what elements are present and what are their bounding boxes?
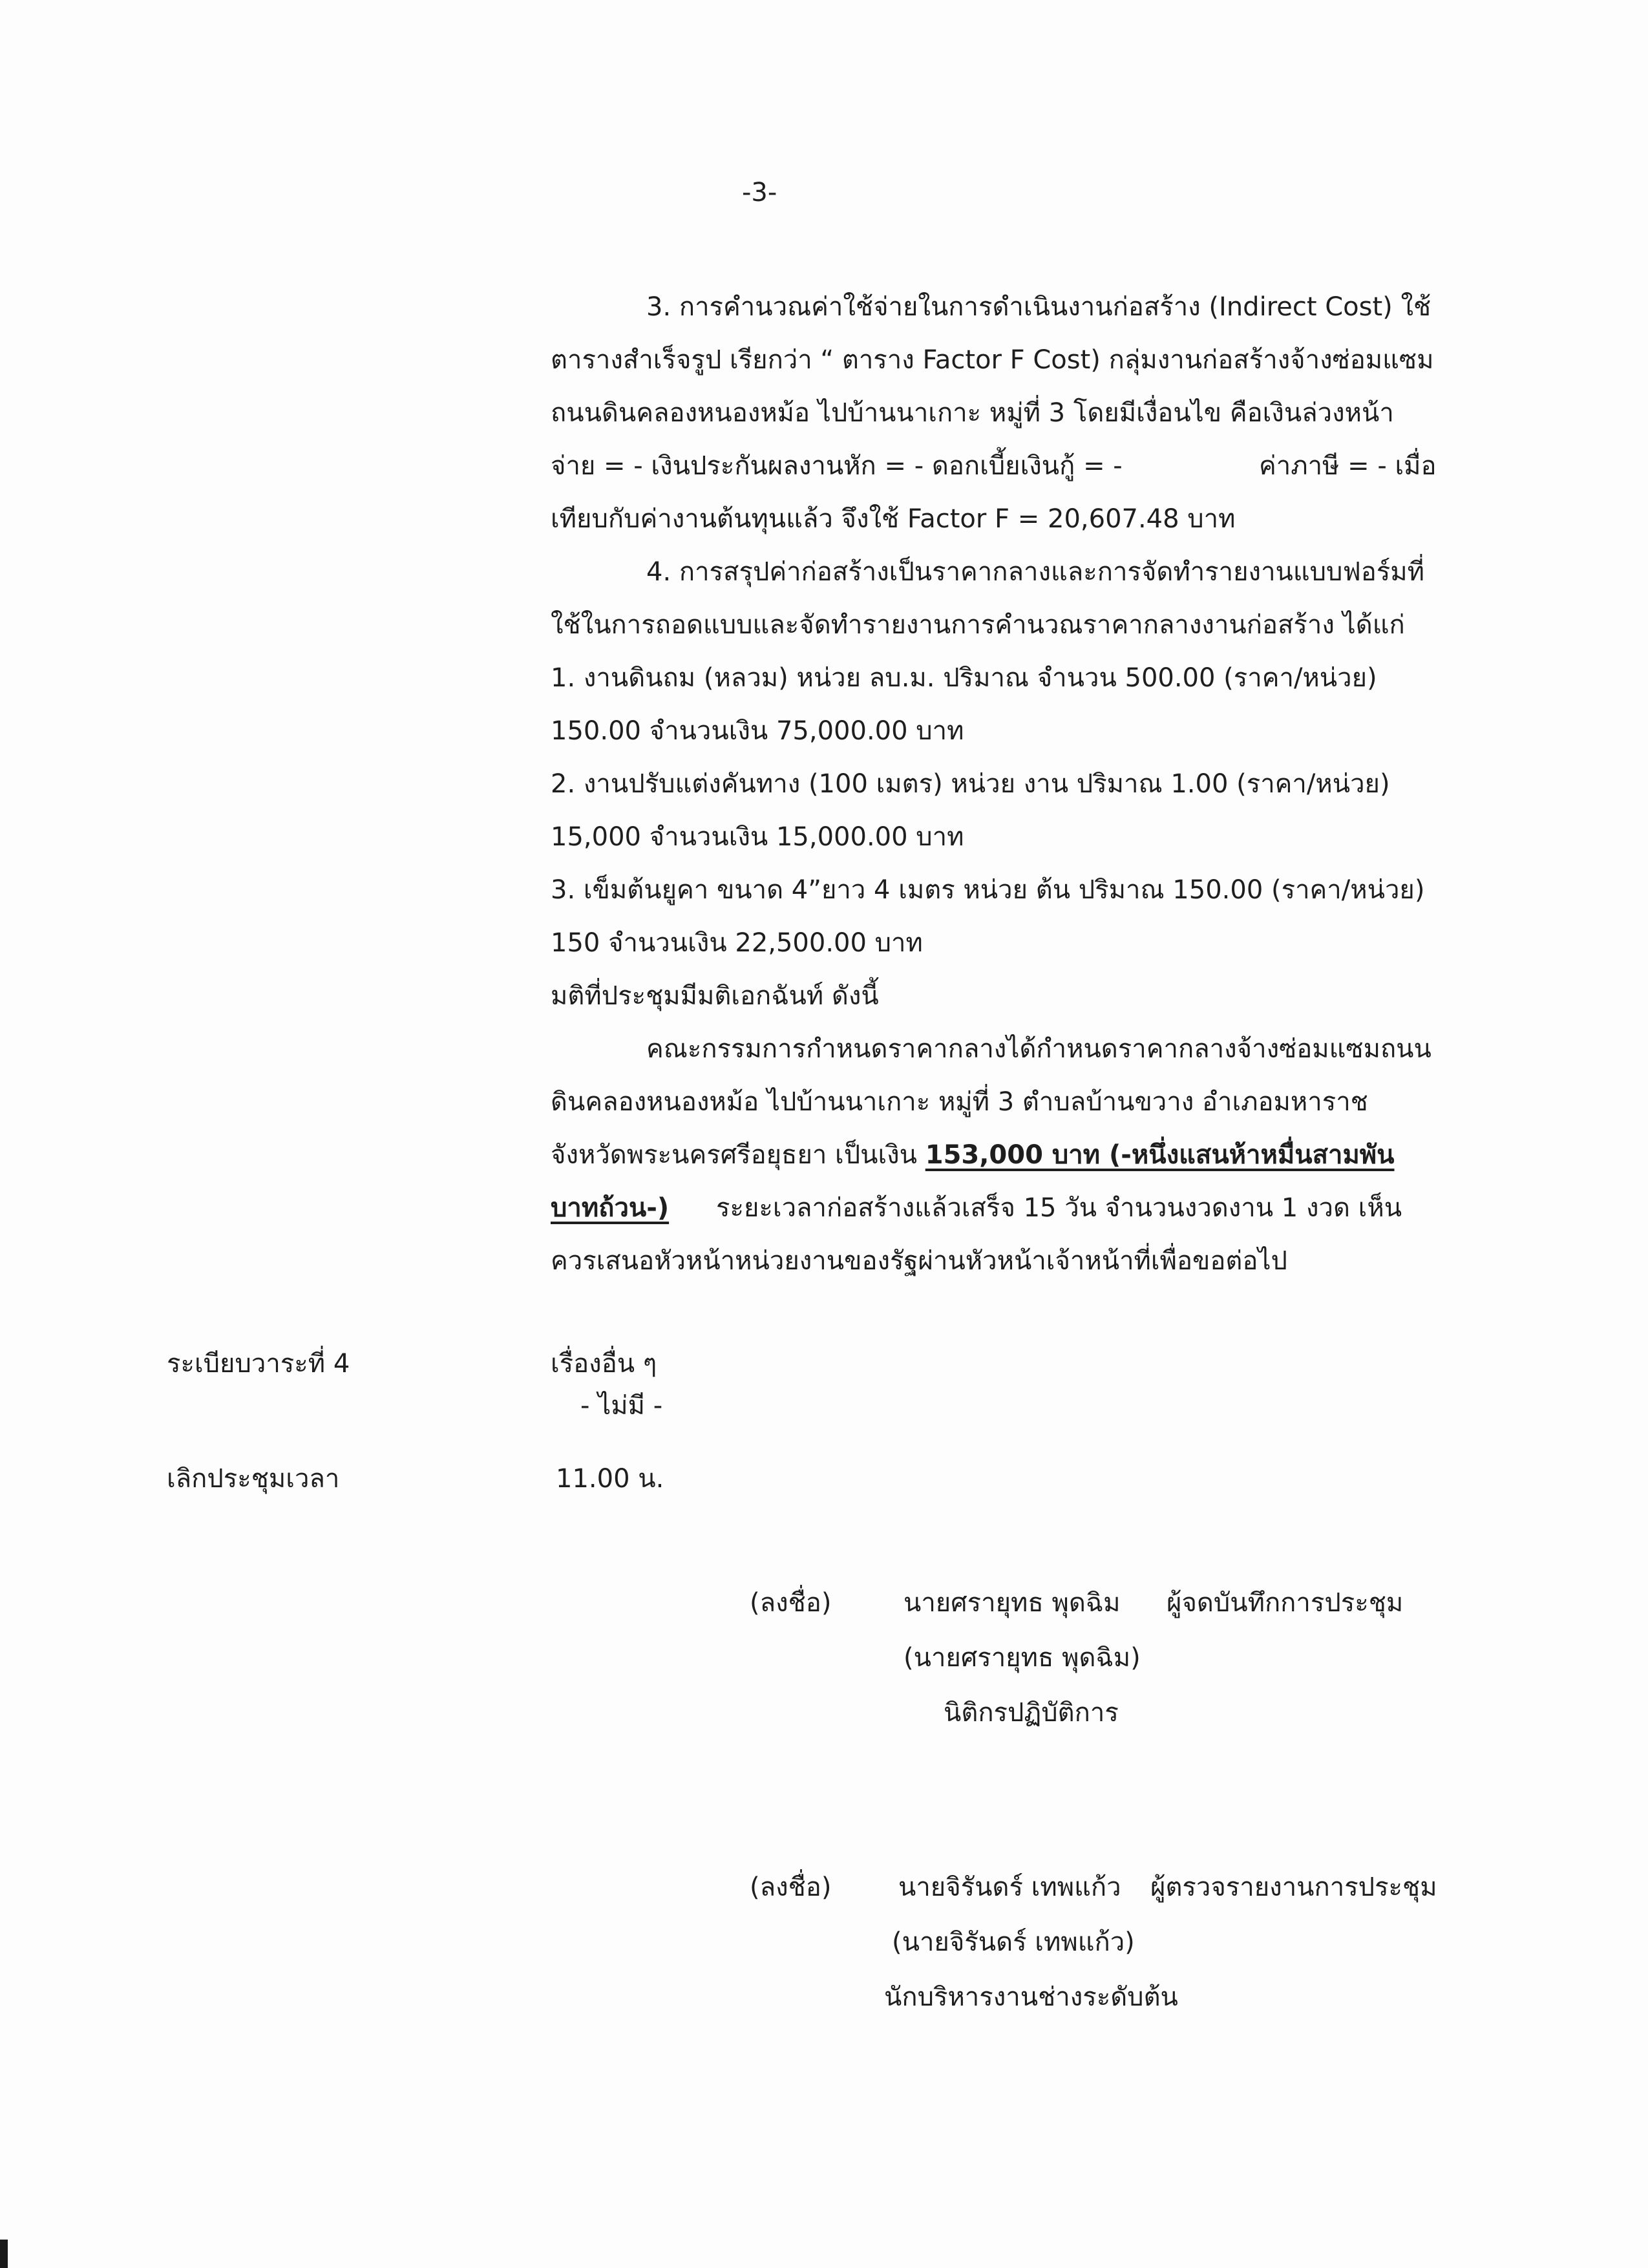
agenda4-title: เรื่องอื่น ๆ <box>551 1349 657 1379</box>
signature1-name-paren: (นายศรายุทธ พุดฉิม) <box>903 1643 1141 1673</box>
closing-label: เลิกประชุมเวลา <box>167 1464 340 1494</box>
signature2-name-paren: (นายจิรันดร์ เทพแก้ว) <box>892 1927 1135 1957</box>
signature1-name: นายศรายุทธ พุดฉิม <box>903 1588 1121 1618</box>
item1-line1: 1. งานดินถม (หลวม) หน่วย ลบ.ม. ปริมาณ จำนวน 500.00 (ราคา/หน่วย) <box>551 663 1377 693</box>
signature1-sign: (ลงชื่อ) <box>750 1588 832 1618</box>
resolution-line3 <box>551 1142 1395 1168</box>
scan-edge-mark <box>0 2240 8 2268</box>
signature2-name: นายจิรันดร์ เทพแก้ว <box>898 1872 1121 1902</box>
item2-line2: 15,000 จำนวนเงิน 15,000.00 บาท <box>551 822 964 852</box>
resolution-line4-text: ระยะเวลาก่อสร้างแล้วเสร็จ 15 วัน จำนวนงวดงาน 1 งวด เห็น <box>716 1193 1402 1223</box>
section4-line1: 4. การสรุปค่าก่อสร้างเป็นราคากลางและการจัดทำรายงานแบบฟอร์มที่ <box>646 557 1425 587</box>
price-amount: 153,000 บาท (-หนึ่งแสนห้าหมื่นสามพัน <box>925 1140 1395 1170</box>
signature2-role: ผู้ตรวจรายงานการประชุม <box>1150 1872 1437 1902</box>
closing-time: 11.00 น. <box>556 1464 664 1494</box>
item3-line2: 150 จำนวนเงิน 22,500.00 บาท <box>551 928 923 958</box>
signature2-sign: (ลงชื่อ) <box>750 1872 832 1902</box>
page-number: -3- <box>742 178 777 207</box>
section3-line1: 3. การคำนวณค่าใช้จ่ายในการดำเนินงานก่อสร้าง (Indirect Cost) ใช้ <box>646 292 1431 322</box>
signature2-position: นักบริหารงานช่างระดับต้น <box>884 1982 1178 2012</box>
agenda4-label: ระเบียบวาระที่ 4 <box>167 1349 350 1379</box>
section3-line5: เทียบกับค่างานต้นทุนแล้ว จึงใช้ Factor F = 20,607.48 บาท <box>551 504 1236 534</box>
section4-line2: ใช้ในการถอดแบบและจัดทำรายงานการคำนวณราคากลางงานก่อสร้าง ได้แก่ <box>551 610 1405 640</box>
section3-line2: ตารางสำเร็จรูป เรียกว่า “ ตาราง Factor F Cost) กลุ่มงานก่อสร้างจ้างซ่อมแซม <box>551 345 1434 375</box>
resolution-line4-bold: บาทถ้วน-) <box>551 1193 670 1223</box>
signature1-role: ผู้จดบันทึกการประชุม <box>1167 1588 1404 1618</box>
resolution-line3-text: จังหวัดพระนครศรีอยุธยา เป็นเงิน <box>551 1140 925 1170</box>
section3-line4a: จ่าย = - เงินประกันผลงานหัก = - ดอกเบี้ยเงินกู้ = - <box>551 451 1123 481</box>
resolution-line5: ควรเสนอหัวหน้าหน่วยงานของรัฐผ่านหัวหน้าเจ้าหน้าที่เพื่อขอต่อไป <box>551 1246 1287 1276</box>
section3-line4b: ค่าภาษี = - เมื่อ <box>1259 451 1437 481</box>
item1-line2: 150.00 จำนวนเงิน 75,000.00 บาท <box>551 716 964 746</box>
item3-line1: 3. เข็มต้นยูคา ขนาด 4”ยาว 4 เมตร หน่วย ต้น ปริมาณ 150.00 (ราคา/หน่วย) <box>551 875 1425 905</box>
resolution-line2: ดินคลองหนองหม้อ ไปบ้านนาเกาะ หมู่ที่ 3 ตำบลบ้านขวาง อำเภอมหาราช <box>551 1087 1368 1117</box>
resolution-heading: มติที่ประชุมมีมติเอกฉันท์ ดังนี้ <box>551 981 879 1011</box>
item2-line1: 2. งานปรับแต่งคันทาง (100 เมตร) หน่วย งาน ปริมาณ 1.00 (ราคา/หน่วย) <box>551 769 1390 799</box>
signature1-position: นิติกรปฏิบัติการ <box>944 1698 1119 1728</box>
resolution-line1: คณะกรรมการกำหนดราคากลางได้กำหนดราคากลางจ้างซ่อมแซมถนน <box>646 1034 1431 1064</box>
agenda4-value: - ไม่มี - <box>580 1391 663 1421</box>
section3-line3: ถนนดินคลองหนองหม้อ ไปบ้านนาเกาะ หมู่ที่ 3 โดยมีเงื่อนไข คือเงินล่วงหน้า <box>551 398 1394 428</box>
